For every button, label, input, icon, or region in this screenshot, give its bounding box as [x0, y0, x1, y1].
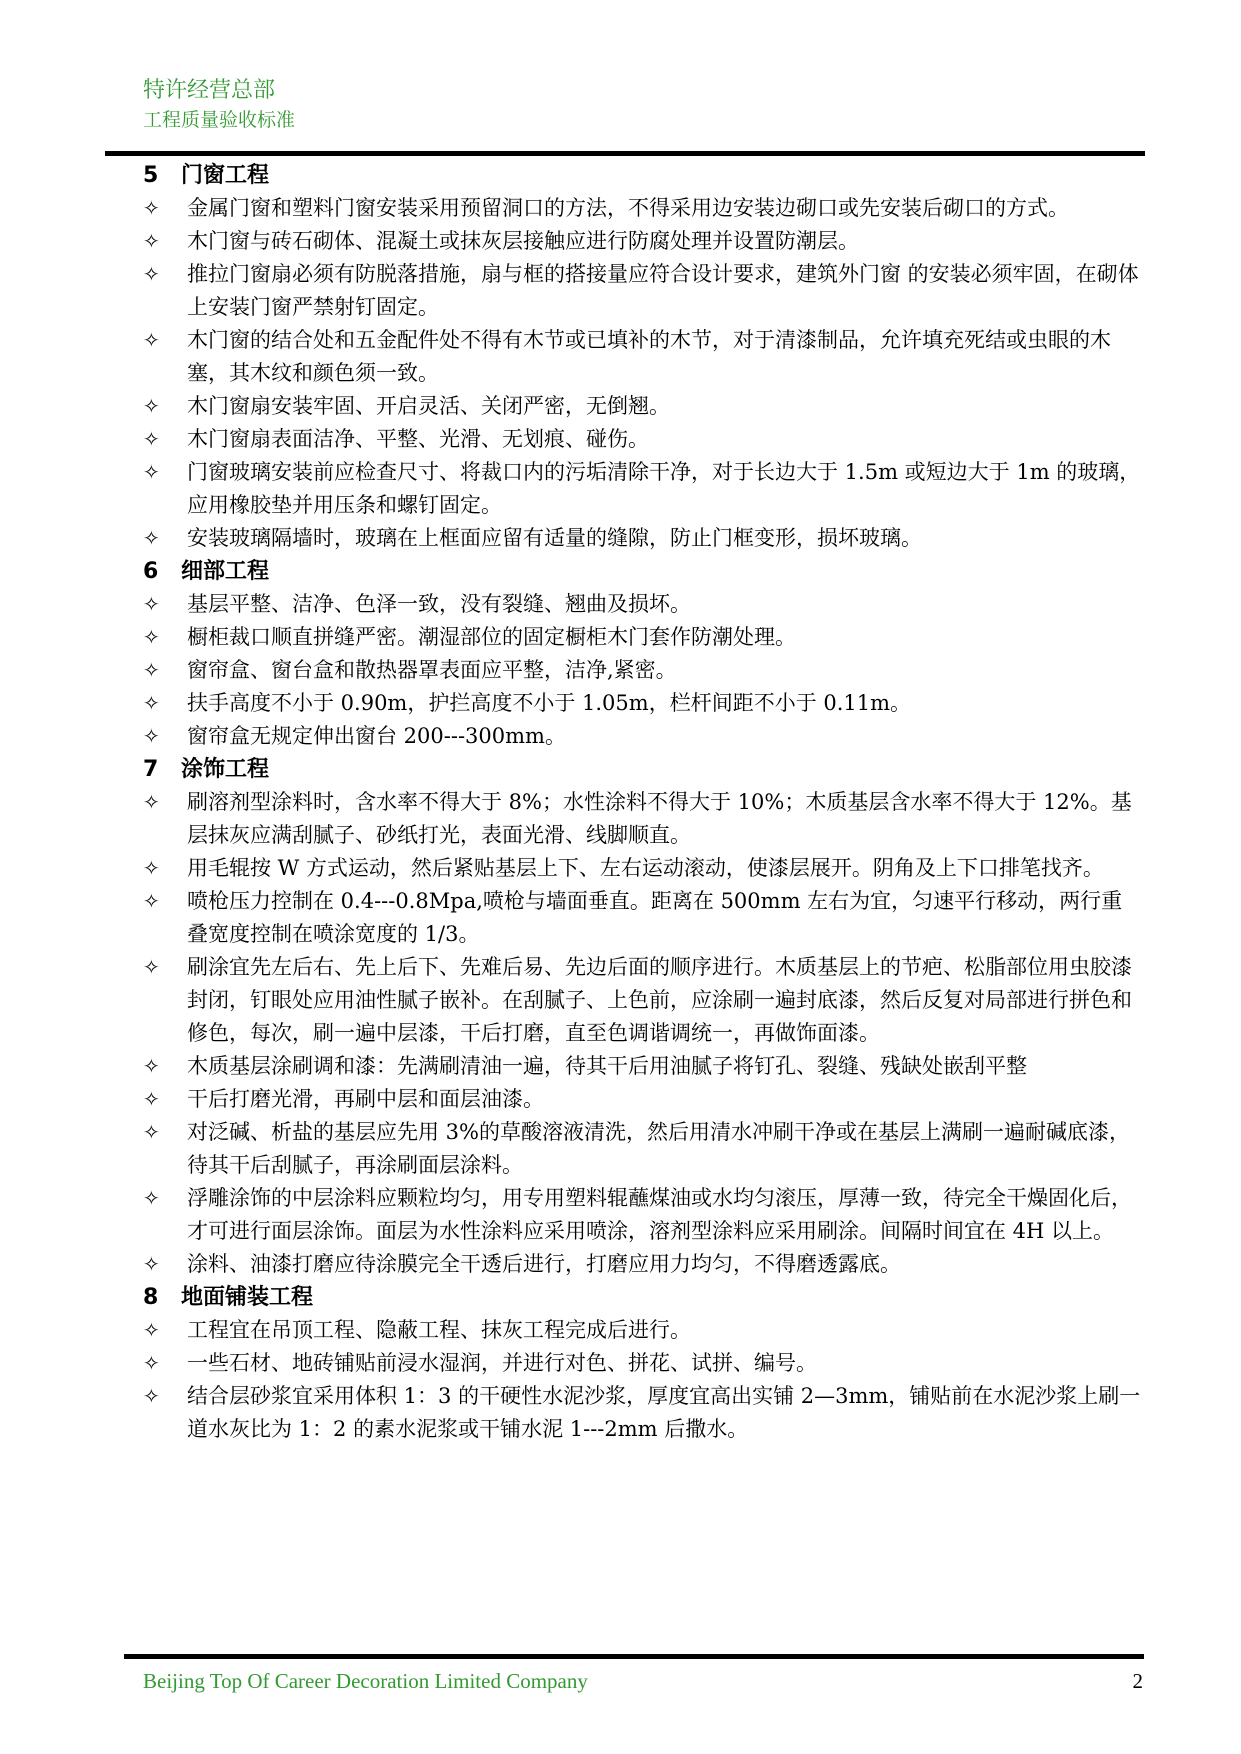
- list-item-text: 基层平整、洁净、色泽一致，没有裂缝、翘曲及损坏。: [187, 592, 691, 616]
- list-item-text: 用毛辊按 W 方式运动，然后紧贴基层上下、左右运动滚动，使漆层展开。阴角及上下口排笔找齐。: [187, 856, 1104, 880]
- list-item-text: 安装玻璃隔墙时，玻璃在上框面应留有适量的缝隙，防止门框变形，损坏玻璃。: [187, 526, 922, 550]
- bullet-icon: ✧: [143, 1186, 160, 1210]
- list-item-text: 浮雕涂饰的中层涂料应颗粒均匀，用专用塑料辊蘸煤油或水均匀滚压，厚薄一致，待完全干燥固化后，才可进行面层涂饰。面层为水性涂料应采用喷涂，溶剂型涂料应采用刷涂。间隔时间宜在 4H 以上。: [187, 1186, 1132, 1243]
- bullet-icon: ✧: [143, 955, 160, 979]
- list-item-text: 窗帘盒无规定伸出窗台 200---300mm。: [187, 724, 566, 748]
- bullet-icon: ✧: [143, 625, 160, 649]
- list-item: [143, 1182, 1143, 1248]
- list-item: [143, 687, 1143, 720]
- list-item-text: 门窗玻璃安装前应检查尺寸、将裁口内的污垢清除干净，对于长边大于 1.5m 或短边大于 1m 的玻璃，应用橡胶垫并用压条和螺钉固定。: [187, 460, 1141, 517]
- list-item-text: 工程宜在吊顶工程、隐蔽工程、抹灰工程完成后进行。: [187, 1318, 691, 1342]
- list-item-text: 结合层砂浆宜采用体积 1：3 的干硬性水泥沙浆，厚度宜高出实铺 2—3mm，铺贴前在水泥沙浆上刷一道水灰比为 1：2 的素水泥浆或干铺水泥 1---2mm 后撒水。: [187, 1384, 1141, 1441]
- bullet-icon: ✧: [143, 394, 160, 418]
- section-heading: [143, 555, 1143, 588]
- list-item: [143, 588, 1143, 621]
- bullet-icon: ✧: [143, 592, 160, 616]
- bullet-icon: ✧: [143, 691, 160, 715]
- section-heading: [143, 1281, 1143, 1314]
- section-title: 门窗工程: [181, 163, 270, 188]
- bullet-icon: ✧: [143, 1252, 160, 1276]
- list-item-text: 推拉门窗扇必须有防脱落措施，扇与框的搭接量应符合设计要求，建筑外门窗 的安装必须牢固，在砌体上安装门窗严禁射钉固定。: [187, 262, 1139, 319]
- section-title: 细部工程: [181, 559, 270, 584]
- bullet-icon: ✧: [143, 328, 160, 352]
- section-number: 7: [143, 757, 159, 782]
- bullet-icon: ✧: [143, 1087, 160, 1111]
- section-title: 涂饰工程: [181, 757, 270, 782]
- list-item: [143, 951, 1143, 1050]
- document-body: [143, 159, 1143, 1446]
- bullet-icon: ✧: [143, 262, 160, 286]
- list-item-text: 窗帘盒、窗台盒和散热器罩表面应平整，洁净,紧密。: [187, 658, 677, 682]
- header-rule: [105, 151, 1145, 156]
- list-item: [143, 258, 1143, 324]
- list-item: [143, 654, 1143, 687]
- bullet-icon: ✧: [143, 856, 160, 880]
- list-item: [143, 225, 1143, 258]
- bullet-icon: ✧: [143, 196, 160, 220]
- bullet-icon: ✧: [143, 658, 160, 682]
- list-item-text: 一些石材、地砖铺贴前浸水湿润，并进行对色、拼花、试拼、编号。: [187, 1351, 817, 1375]
- list-item-text: 涂料、油漆打磨应待涂膜完全干透后进行，打磨应用力均匀，不得磨透露底。: [187, 1252, 901, 1276]
- section-title: 地面铺装工程: [181, 1285, 314, 1310]
- bullet-icon: ✧: [143, 427, 160, 451]
- list-item-text: 刷涂宜先左后右、先上后下、先难后易、先边后面的顺序进行。木质基层上的节疤、松脂部位用虫胶漆封闭，钉眼处应用油性腻子嵌补。在刮腻子、上色前，应涂刷一遍封底漆，然后反复对局部进行拼色和修色，每次，刷一遍中层漆，干后打磨，直至色调谐调统一，再做饰面漆。: [187, 955, 1132, 1045]
- bullet-icon: ✧: [143, 460, 160, 484]
- bullet-icon: ✧: [143, 790, 160, 814]
- bullet-icon: ✧: [143, 526, 160, 550]
- list-item: [143, 192, 1143, 225]
- list-item: [143, 522, 1143, 555]
- list-item: [143, 885, 1143, 951]
- bullet-icon: ✧: [143, 1054, 160, 1078]
- list-item-text: 金属门窗和塑料门窗安装采用预留洞口的方法，不得采用边安装边砌口或先安装后砌口的方式。: [187, 196, 1069, 220]
- list-item-text: 干后打磨光滑，再刷中层和面层油漆。: [187, 1087, 544, 1111]
- header-subtitle: 工程质量验收标准: [143, 109, 296, 131]
- list-item-text: 对泛碱、析盐的基层应先用 3%的草酸溶液清洗，然后用清水冲刷干净或在基层上满刷一遍耐碱底漆，待其干后刮腻子，再涂刷面层涂料。: [187, 1120, 1130, 1177]
- list-item: [143, 852, 1143, 885]
- bullet-icon: ✧: [143, 724, 160, 748]
- list-item-text: 橱柜裁口顺直拼缝严密。潮湿部位的固定橱柜木门套作防潮处理。: [187, 625, 796, 649]
- list-item: [143, 1314, 1143, 1347]
- section-number: 5: [143, 163, 159, 188]
- list-item: [143, 456, 1143, 522]
- section-heading: [143, 753, 1143, 786]
- list-item: [143, 1248, 1143, 1281]
- list-item: [143, 621, 1143, 654]
- page-header: [143, 76, 295, 134]
- bullet-icon: ✧: [143, 1318, 160, 1342]
- section-number: 8: [143, 1285, 159, 1310]
- list-item: [143, 1347, 1143, 1380]
- list-item-text: 木门窗扇表面洁净、平整、光滑、无划痕、碰伤。: [187, 427, 649, 451]
- section-number: 6: [143, 559, 159, 584]
- bullet-icon: ✧: [143, 1351, 160, 1375]
- list-item-text: 木质基层涂刷调和漆：先满刷清油一遍，待其干后用油腻子将钉孔、裂缝、残缺处嵌刮平整: [187, 1054, 1027, 1078]
- list-item: [143, 324, 1143, 390]
- list-item: [143, 720, 1143, 753]
- footer-rule: [124, 1654, 1144, 1659]
- bullet-icon: ✧: [143, 1120, 160, 1144]
- list-item: [143, 390, 1143, 423]
- list-item-text: 刷溶剂型涂料时，含水率不得大于 8%；水性涂料不得大于 10%；木质基层含水率不得大于 12%。基层抹灰应满刮腻子、砂纸打光，表面光滑、线脚顺直。: [187, 790, 1132, 847]
- list-item-text: 木门窗的结合处和五金配件处不得有木节或已填补的木节，对于清漆制品，允许填充死结或虫眼的木塞，其木纹和颜色须一致。: [187, 328, 1111, 385]
- list-item: [143, 423, 1143, 456]
- list-item: [143, 786, 1143, 852]
- bullet-icon: ✧: [143, 229, 160, 253]
- list-item-text: 喷枪压力控制在 0.4---0.8Mpa,喷枪与墙面垂直。距离在 500mm 左右为宜，匀速平行移动，两行重叠宽度控制在喷涂宽度的 1/3。: [187, 889, 1123, 946]
- page-footer: [143, 1666, 1143, 1696]
- list-item-text: 扶手高度不小于 0.90m，护拦高度不小于 1.05m，栏杆间距不小于 0.11m。: [187, 691, 912, 715]
- page-number: 2: [1132, 1669, 1143, 1693]
- header-title: 特许经营总部: [143, 78, 276, 103]
- list-item: [143, 1116, 1143, 1182]
- list-item-text: 木门窗扇安装牢固、开启灵活、关闭严密，无倒翘。: [187, 394, 670, 418]
- footer-company: Beijing Top Of Career Decoration Limited Company: [143, 1669, 588, 1693]
- section-heading: [143, 159, 1143, 192]
- list-item: [143, 1380, 1143, 1446]
- list-item: [143, 1050, 1143, 1083]
- bullet-icon: ✧: [143, 889, 160, 913]
- bullet-icon: ✧: [143, 1384, 160, 1408]
- list-item-text: 木门窗与砖石砌体、混凝土或抹灰层接触应进行防腐处理并设置防潮层。: [187, 229, 859, 253]
- list-item: [143, 1083, 1143, 1116]
